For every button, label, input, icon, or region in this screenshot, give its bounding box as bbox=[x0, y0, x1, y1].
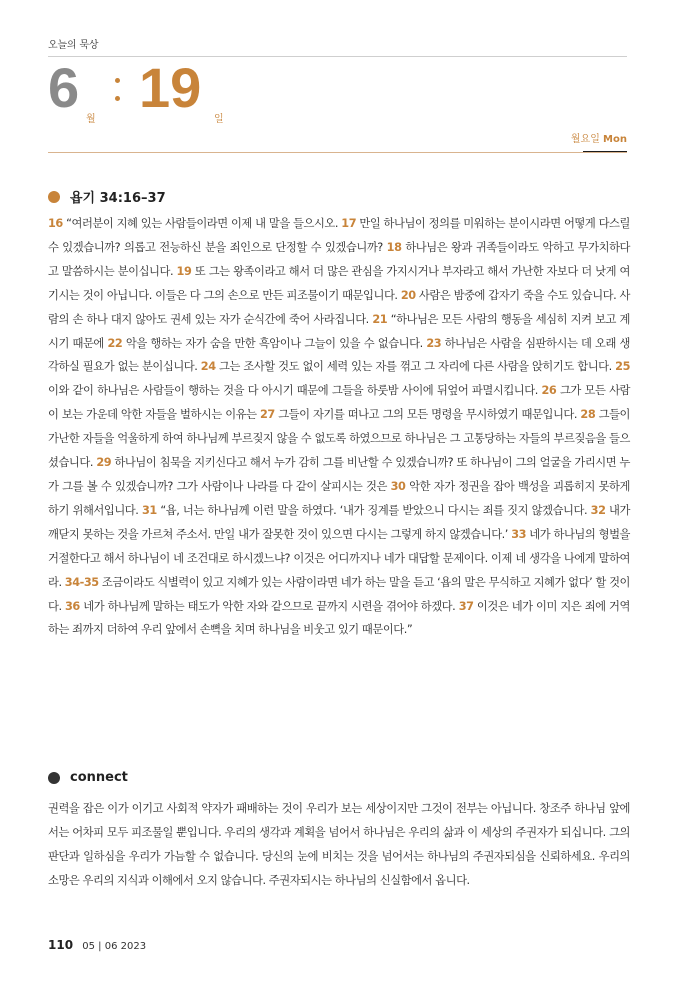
date-colon bbox=[115, 74, 121, 104]
verse-number: 23 bbox=[426, 336, 442, 350]
date-divider bbox=[48, 152, 627, 153]
bullet-dot-icon bbox=[48, 191, 60, 203]
verse-number: 27 bbox=[259, 408, 275, 422]
verse-text: 그는 조사할 것도 없이 세력 있는 자를 꺾고 그 자리에 다른 사람을 앉히기도 합니다. bbox=[215, 360, 616, 374]
verse-text: 만일 하나님이 정의를 미워하는 분이시라면 어떻게 다스릴 수 있겠습니까? 의롭고 전능하신 분을 죄인으로 단정할 수 있겠습니까? bbox=[48, 217, 630, 254]
weekday bbox=[571, 130, 627, 145]
verse-text: 그가 모든 사람이 보는 가운데 악한 자들을 벌하시는 이유는 bbox=[48, 384, 630, 422]
verse-number: 25 bbox=[615, 360, 630, 374]
scripture-heading bbox=[48, 187, 166, 206]
verse-number: 34-35 bbox=[64, 575, 99, 589]
month-number: 6 bbox=[48, 56, 80, 119]
verse-number: 17 bbox=[341, 217, 357, 230]
verse-text: 하나님이 침묵을 지키신다고 해서 누가 감히 그를 비난할 수 있겠습니까? 또 하나님이 그의 얼굴을 가리시면 누가 그를 볼 수 있겠습니까? 그가 사람이나 나라를 다 같이 살피시는 것은 bbox=[48, 456, 631, 493]
verse-number: 31 bbox=[141, 503, 157, 517]
verse-text: 악한 자가 정권을 잡아 백성을 괴롭히지 못하게 하기 위해서입니다. bbox=[48, 479, 630, 517]
verse-text: 이것은 네가 이미 지은 죄에 거역하는 죄까지 더하여 우리 앞에서 손뼉을 치며 하나님을 비웃고 있기 때문이다.” bbox=[48, 599, 630, 637]
verse-number: 19 bbox=[176, 264, 192, 278]
connect-title: connect bbox=[70, 770, 128, 785]
weekday-kr: 월요일 bbox=[570, 134, 600, 145]
verse-text: 조금이라도 식별력이 있고 지혜가 있는 사람이라면 네가 하는 말을 듣고 ‘욥의 말은 무식하고 지혜가 없다’ 할 것이다. bbox=[48, 575, 630, 613]
verse-text: 하나님은 사람을 심판하시는 데 오래 생각하실 필요가 없는 분이십니다. bbox=[48, 336, 630, 374]
verse-number: 33 bbox=[511, 527, 527, 541]
verse-text: 내가 깨닫지 못하는 것을 가르쳐 주소서. 만일 내가 잘못한 것이 있으면 다시는 그렇게 하지 않겠습니다.’ bbox=[48, 503, 630, 541]
verse-number: 22 bbox=[107, 336, 123, 350]
verse-number: 16 bbox=[48, 217, 63, 230]
verse-text: 그들이 가난한 자들을 억울하게 하여 하나님께 부르짖지 않을 수 없도록 하였으므로 하나님은 그 고통당하는 자들의 부르짖음을 들으셨습니다. bbox=[48, 408, 631, 470]
weekday-underline bbox=[583, 151, 627, 152]
verse-number: 21 bbox=[372, 312, 388, 326]
verse-text: “여러분이 지혜 있는 사람들이라면 이제 내 말을 들으시오. bbox=[62, 217, 342, 230]
verse-text: 사람은 밤중에 갑자기 죽을 수도 있습니다. 사람의 손 하나 대지 않아도 권세 있는 자가 순식간에 죽어 사라집니다. bbox=[48, 288, 630, 326]
issue-date: 05 | 06 2023 bbox=[82, 941, 147, 952]
verse-number: 37 bbox=[458, 599, 474, 613]
verse-text: “하나님은 모든 사람의 행동을 세심히 지켜 보고 계시기 때문에 bbox=[48, 312, 630, 350]
top-divider bbox=[48, 56, 627, 57]
verse-number: 26 bbox=[541, 384, 557, 398]
connect-text: 권력을 잡은 이가 이기고 사회적 약자가 패배하는 것이 우리가 보는 세상이지만 그것이 전부는 아닙니다. 창조주 하나님 앞에서는 어차피 모두 피조물일 뿐입니다. 우리의 생각과 계획을 넘어서 하나님은 우리의 삶과 이 세상의 주권자가 되십니다. 그의 판단과 일하심을 우리가 가늠할 수 없습니다. 당신의 눈에 비치는 것을 넘어서는 하나님의 주권자되심을 신뢰하세요. 우리의 소망은 우리의 지식과 이해에서 오지 않습니다. 주권자되시는 하나님의 신실함에서 옵니다. bbox=[48, 802, 630, 887]
verse-text: 또 그는 왕족이라고 해서 더 많은 관심을 가지시거나 부자라고 해서 가난한 자보다 더 낫게 여기시는 것이 아닙니다. 이들은 다 그의 손으로 만든 피조물이기 때문입니다. bbox=[48, 264, 631, 302]
day-unit: 일 bbox=[214, 114, 224, 125]
weekday-en: Mon bbox=[603, 134, 627, 145]
page-number: 110 bbox=[48, 938, 74, 952]
month-unit: 월 bbox=[86, 114, 96, 125]
verse-text: 이와 같이 하나님은 사람들이 행하는 것을 다 아시기 때문에 그들을 하룻밤 사이에 뒤엎어 파멸시킵니다. bbox=[48, 384, 542, 398]
verse-number: 18 bbox=[386, 240, 402, 254]
verse-number: 30 bbox=[390, 479, 406, 493]
connect-heading bbox=[48, 770, 128, 785]
scripture-reference: 욥기 34:16–37 bbox=[70, 191, 166, 206]
verse-number: 28 bbox=[580, 408, 596, 422]
verse-text: 네가 하나님께 말하는 태도가 악한 자와 같으므로 끝까지 시련을 겪어야 하겠다. bbox=[79, 599, 459, 613]
verse-text: 하나님은 왕과 귀족들이라도 악하고 무가치하다고 말씀하시는 분이십니다. bbox=[48, 240, 630, 278]
verse-text: 악을 행하는 자가 숨을 만한 흑암이나 그늘이 있을 수 없습니다. bbox=[122, 336, 427, 350]
verse-text: “욥, 너는 하나님께 이런 말을 하였다. ‘내가 징계를 받았으니 다시는 죄를 짓지 않겠습니다. bbox=[156, 503, 591, 517]
bullet-dot-icon bbox=[48, 772, 60, 784]
verse-number: 32 bbox=[590, 503, 606, 517]
page-footer bbox=[48, 938, 146, 952]
verse-number: 24 bbox=[200, 360, 216, 374]
column-title: 오늘의 묵상 bbox=[48, 40, 99, 51]
verse-text: 그들이 자기를 떠나고 그의 모든 명령을 무시하였기 때문입니다. bbox=[274, 408, 581, 422]
day-number: 19 bbox=[139, 56, 202, 119]
verse-number: 36 bbox=[65, 599, 80, 613]
verse-text: 네가 하나님의 형벌을 거절한다고 해서 하나님이 네 조건대로 하시겠느냐? 이것은 어디까지나 네가 대답할 문제이다. 이제 네 생각을 나에게 말하여라. bbox=[48, 527, 630, 589]
verse-number: 29 bbox=[96, 456, 112, 470]
verse-number: 20 bbox=[400, 288, 416, 302]
scripture-passage bbox=[48, 212, 630, 642]
